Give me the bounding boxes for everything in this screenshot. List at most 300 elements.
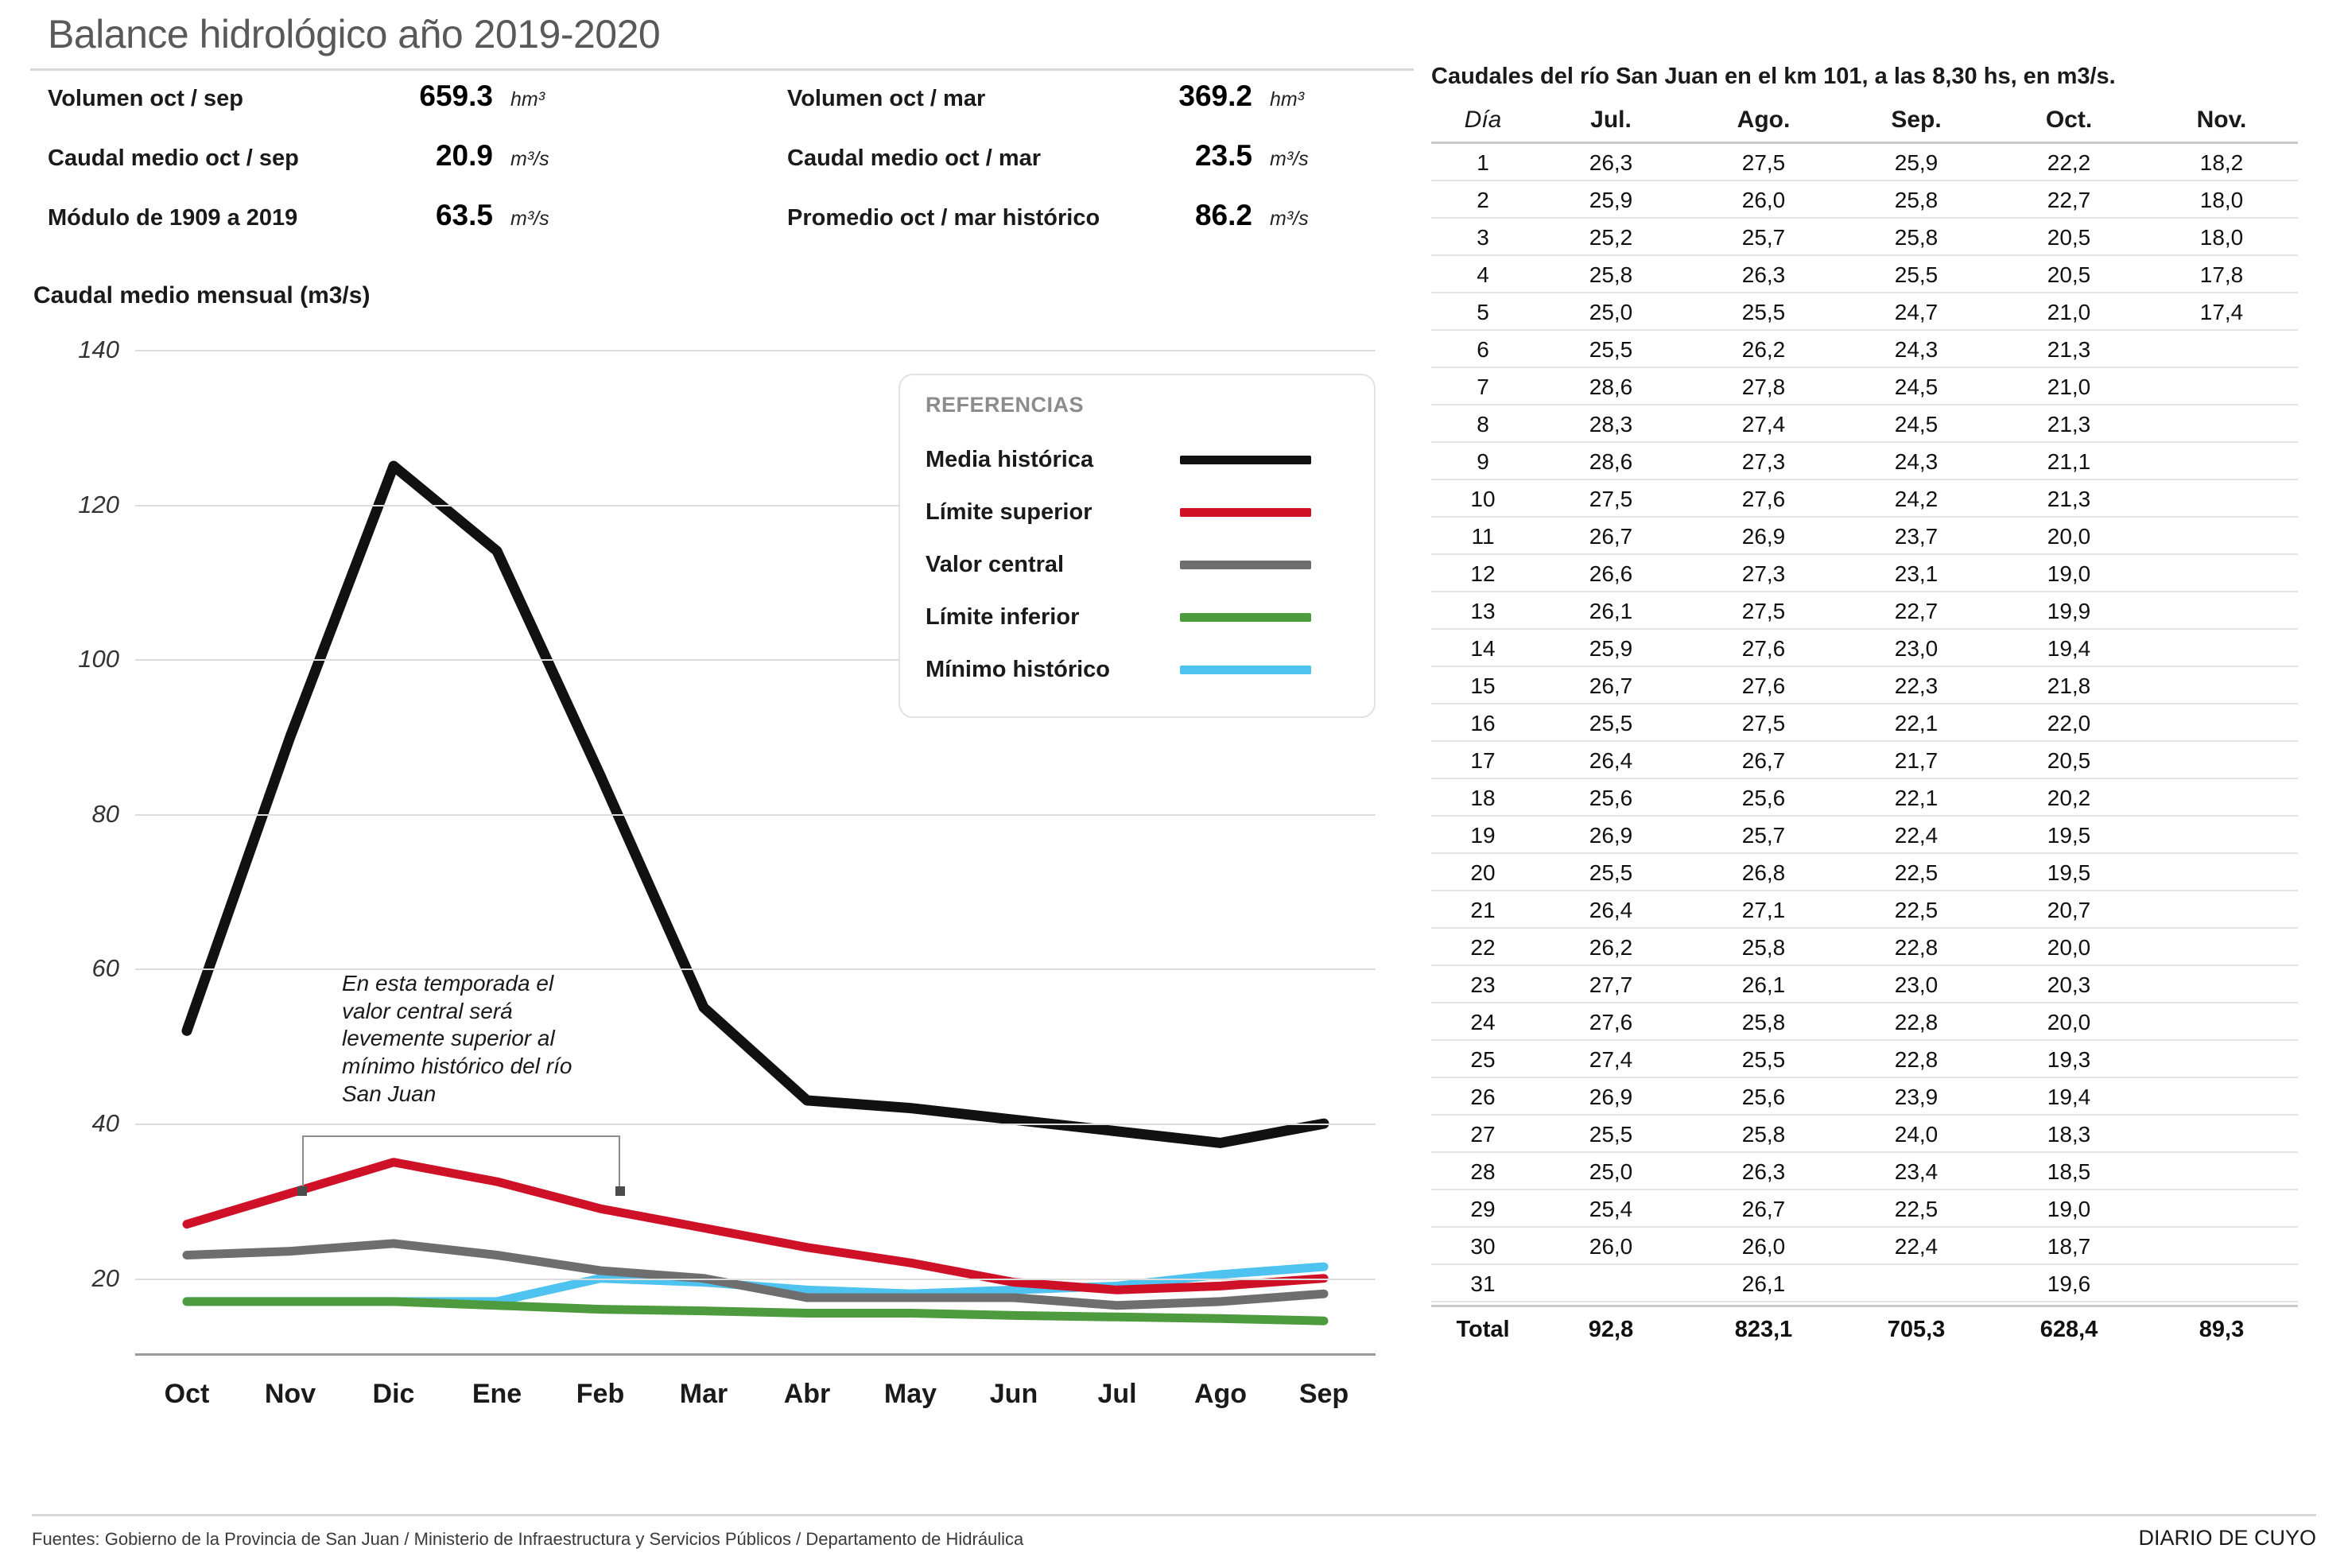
table-cell-day: 17: [1431, 744, 1535, 779]
table-cell-day: 5: [1431, 296, 1535, 331]
table-cell-value: 27,5: [1687, 595, 1840, 630]
table-cell-day: 30: [1431, 1230, 1535, 1265]
legend-label: Media histórica: [926, 446, 1094, 472]
table-row: [1431, 744, 2298, 779]
summary-column-left: [48, 80, 549, 258]
y-axis-tick-label: 100: [78, 645, 119, 673]
table-cell-value: [2145, 1006, 2298, 1041]
annotation-bracket-line: [302, 1135, 620, 1137]
y-axis-tick-label: 40: [91, 1109, 119, 1138]
y-axis-tick-label: 80: [91, 799, 119, 828]
legend-title: REFERENCIAS: [926, 393, 1085, 417]
table-header-cell: Nov.: [2145, 105, 2298, 144]
table-cell-value: 18,0: [2145, 184, 2298, 219]
chart-gridline: [135, 350, 1376, 351]
table-cell-value: 26,9: [1687, 520, 1840, 555]
summary-row: [787, 139, 1309, 199]
table-cell-value: 25,6: [1687, 782, 1840, 817]
chart-gridline: [135, 1124, 1376, 1125]
table-cell-value: 22,5: [1840, 856, 1993, 891]
table-cell-value: 25,6: [1687, 1081, 1840, 1116]
table-cell-value: 17,4: [2145, 296, 2298, 331]
summary-row: [787, 80, 1309, 139]
table-cell-value: 25,5: [1535, 1118, 1687, 1153]
table-row: [1431, 1193, 2298, 1228]
table-cell-value: 18,5: [1993, 1155, 2145, 1190]
x-axis-tick-label: Feb: [576, 1379, 625, 1409]
table-cell-value: 19,0: [1993, 1193, 2145, 1228]
table-cell-value: 26,1: [1687, 1267, 1840, 1302]
table-cell-value: [2145, 1230, 2298, 1265]
table-row: [1431, 408, 2298, 443]
table-cell-value: 20,5: [1993, 744, 2145, 779]
table-cell-value: 26,0: [1687, 184, 1840, 219]
chart-annotation: En esta temporada el valor central será levemente superior al mínimo histórico del río San Juan: [342, 971, 572, 1106]
table-row: [1431, 146, 2298, 181]
y-axis-tick-label: 140: [78, 336, 119, 363]
summary-label: Módulo de 1909 a 2019: [48, 205, 298, 231]
table-cell-value: 25,5: [1535, 707, 1687, 742]
table-cell-value: 24,3: [1840, 445, 1993, 480]
table-cell-day: 26: [1431, 1081, 1535, 1116]
y-axis-tick-label: 120: [78, 490, 119, 518]
table-cell-value: 24,3: [1840, 333, 1993, 368]
chart-gridline: [135, 814, 1376, 816]
page-title: Balance hidrológico año 2019-2020: [48, 12, 661, 56]
legend-item-limite-superior: [926, 486, 1352, 538]
legend-item-media-historica: [926, 433, 1352, 486]
summary-column-right: [787, 80, 1309, 258]
table-cell-value: 25,6: [1535, 782, 1687, 817]
table-cell-value: [2145, 894, 2298, 929]
table-cell-value: 18,0: [2145, 221, 2298, 256]
summary-unit: m³/s: [510, 208, 549, 230]
table-cell-value: 19,4: [1993, 1081, 2145, 1116]
table-row: [1431, 296, 2298, 331]
table-cell-value: [1535, 1267, 1687, 1302]
table-cell-value: [2145, 632, 2298, 667]
legend-label: Mínimo histórico: [926, 656, 1110, 682]
x-axis: [135, 1353, 1376, 1356]
table-cell-day: 4: [1431, 258, 1535, 293]
table-cell-day: 23: [1431, 968, 1535, 1003]
table-cell-value: 19,3: [1993, 1043, 2145, 1078]
table-cell-value: 25,9: [1840, 146, 1993, 181]
table-cell-day: 2: [1431, 184, 1535, 219]
table-row: [1431, 856, 2298, 891]
table-cell-value: [2145, 483, 2298, 518]
table-cell-value: 22,4: [1840, 819, 1993, 854]
table-cell-value: 20,3: [1993, 968, 2145, 1003]
table-cell-day: 12: [1431, 557, 1535, 592]
table-cell-value: 27,6: [1687, 483, 1840, 518]
table-cell-value: 28,3: [1535, 408, 1687, 443]
table-row: [1431, 894, 2298, 929]
table-row: [1431, 184, 2298, 219]
x-axis-tick-label: Jul: [1097, 1379, 1137, 1409]
table-cell-value: 22,8: [1840, 1006, 1993, 1041]
table-header-cell: Jul.: [1535, 105, 1687, 144]
table-row: [1431, 670, 2298, 704]
chart-gridline: [135, 968, 1376, 970]
table-cell-value: 21,3: [1993, 483, 2145, 518]
table-header-row: [1431, 105, 2298, 144]
annotation-bracket-right: [619, 1135, 620, 1191]
table-row: [1431, 1081, 2298, 1116]
table-row: [1431, 632, 2298, 667]
table-cell-day: 3: [1431, 221, 1535, 256]
table-cell-value: 19,5: [1993, 856, 2145, 891]
table-cell-day: 21: [1431, 894, 1535, 929]
chart-gridline: [135, 1279, 1376, 1280]
table-cell-value: 25,8: [1687, 931, 1840, 966]
table-row: [1431, 1267, 2298, 1302]
table-cell-value: 27,5: [1535, 483, 1687, 518]
table-total-row: [1431, 1305, 2298, 1347]
table-cell-value: 22,1: [1840, 707, 1993, 742]
table-total-value: 89,3: [2145, 1305, 2298, 1347]
table-cell-value: 27,8: [1687, 371, 1840, 406]
table-cell-day: 18: [1431, 782, 1535, 817]
table-cell-value: [2145, 1043, 2298, 1078]
table-cell-value: 26,7: [1535, 520, 1687, 555]
table-cell-value: 23,4: [1840, 1155, 1993, 1190]
x-axis-tick-label: Ago: [1193, 1379, 1248, 1409]
table-row: [1431, 520, 2298, 555]
line-chart: [32, 326, 1384, 1439]
x-axis-tick-label: Oct: [164, 1379, 210, 1409]
table-row: [1431, 819, 2298, 854]
summary-unit: m³/s: [510, 148, 549, 170]
table-cell-day: 1: [1431, 146, 1535, 181]
footer-sources: Fuentes: Gobierno de la Provincia de San Juan / Ministerio de Infraestructura y Servicios Públicos / Departamento de Hidráulica: [32, 1529, 1024, 1549]
summary-row: [48, 199, 549, 258]
legend-item-limite-inferior: [926, 591, 1352, 643]
table-cell-value: [2145, 856, 2298, 891]
summary-label: Volumen oct / mar: [787, 86, 986, 111]
flows-table: [1431, 103, 2298, 1349]
table-cell-value: 25,7: [1687, 819, 1840, 854]
table-total-value: 92,8: [1535, 1305, 1687, 1347]
summary-label: Caudal medio oct / mar: [787, 146, 1042, 171]
table-row: [1431, 371, 2298, 406]
table-cell-day: 11: [1431, 520, 1535, 555]
table-cell-value: 28,6: [1535, 371, 1687, 406]
x-axis-tick-label: Jun: [989, 1379, 1038, 1409]
table-cell-value: 27,3: [1687, 445, 1840, 480]
summary-unit: m³/s: [1270, 208, 1309, 230]
summary-unit: hm³: [1270, 88, 1305, 111]
table-cell-value: 21,0: [1993, 371, 2145, 406]
table-row: [1431, 483, 2298, 518]
table-cell-value: 22,8: [1840, 1043, 1993, 1078]
table-cell-value: 25,8: [1535, 258, 1687, 293]
table-cell-value: 21,1: [1993, 445, 2145, 480]
table-cell-value: 22,5: [1840, 894, 1993, 929]
chart-caption: Caudal medio mensual (m3/s): [33, 282, 371, 309]
annotation-marker-right: [615, 1186, 625, 1196]
table-cell-value: 25,0: [1535, 296, 1687, 331]
table-row: [1431, 333, 2298, 368]
legend-swatch: [1180, 456, 1311, 464]
table-cell-value: 26,0: [1687, 1230, 1840, 1265]
table-row: [1431, 968, 2298, 1003]
table-cell-value: 25,8: [1840, 221, 1993, 256]
table-total-value: 628,4: [1993, 1305, 2145, 1347]
table-row: [1431, 595, 2298, 630]
table-cell-value: 26,6: [1535, 557, 1687, 592]
table-cell-value: [2145, 707, 2298, 742]
x-axis-tick-label: Sep: [1298, 1379, 1349, 1409]
table-cell-value: 25,2: [1535, 221, 1687, 256]
table-cell-value: [2145, 670, 2298, 704]
x-axis-tick-label: Dic: [372, 1379, 415, 1409]
table-cell-value: 22,7: [1840, 595, 1993, 630]
table-cell-value: 23,7: [1840, 520, 1993, 555]
table-row: [1431, 1230, 2298, 1265]
footer: [32, 1514, 2316, 1551]
legend-swatch: [1180, 508, 1311, 517]
table-cell-value: 22,5: [1840, 1193, 1993, 1228]
table-cell-value: 27,6: [1687, 632, 1840, 667]
summary-value: 63.5: [435, 199, 493, 231]
table-cell-value: 18,3: [1993, 1118, 2145, 1153]
table-cell-value: 27,7: [1535, 968, 1687, 1003]
table-cell-day: 20: [1431, 856, 1535, 891]
table-cell-value: 25,8: [1687, 1006, 1840, 1041]
table-cell-value: 20,0: [1993, 931, 2145, 966]
table-cell-value: 25,5: [1535, 856, 1687, 891]
table-cell-value: 24,0: [1840, 1118, 1993, 1153]
summary-label: Volumen oct / sep: [48, 86, 244, 111]
table-cell-value: 26,7: [1535, 670, 1687, 704]
table-cell-day: 29: [1431, 1193, 1535, 1228]
table-cell-day: 24: [1431, 1006, 1535, 1041]
legend-label: Límite inferior: [926, 604, 1080, 630]
table-total-label: Total: [1431, 1305, 1535, 1347]
table-cell-value: 26,2: [1687, 333, 1840, 368]
flows-table-title: Caudales del río San Juan en el km 101, a las 8,30 hs, en m3/s.: [1431, 64, 2116, 89]
table-cell-value: 22,0: [1993, 707, 2145, 742]
table-cell-day: 15: [1431, 670, 1535, 704]
table-cell-value: 26,4: [1535, 894, 1687, 929]
table-row: [1431, 1006, 2298, 1041]
table-cell-value: [2145, 819, 2298, 854]
table-cell-value: 26,3: [1687, 1155, 1840, 1190]
table-cell-day: 10: [1431, 483, 1535, 518]
table-cell-day: 8: [1431, 408, 1535, 443]
table-cell-value: 26,2: [1535, 931, 1687, 966]
table-cell-day: 16: [1431, 707, 1535, 742]
table-cell-day: 6: [1431, 333, 1535, 368]
summary-value: 20.9: [435, 139, 493, 172]
table-cell-value: 19,4: [1993, 632, 2145, 667]
table-cell-day: 27: [1431, 1118, 1535, 1153]
legend-item-minimo-historico: [926, 643, 1352, 696]
table-row: [1431, 782, 2298, 817]
table-cell-value: 27,3: [1687, 557, 1840, 592]
table-cell-value: 24,2: [1840, 483, 1993, 518]
table-cell-value: 26,1: [1687, 968, 1840, 1003]
summary-unit: hm³: [510, 88, 545, 111]
table-cell-day: 13: [1431, 595, 1535, 630]
table-cell-value: 20,0: [1993, 1006, 2145, 1041]
table-cell-value: 25,5: [1840, 258, 1993, 293]
table-cell-value: 22,1: [1840, 782, 1993, 817]
table-total-value: 705,3: [1840, 1305, 1993, 1347]
table-cell-value: [2145, 931, 2298, 966]
table-cell-value: [2145, 557, 2298, 592]
table-cell-value: [2145, 1267, 2298, 1302]
footer-brand: DIARIO DE CUYO: [2138, 1526, 2316, 1550]
table-cell-value: 19,6: [1993, 1267, 2145, 1302]
table-cell-value: 25,7: [1687, 221, 1840, 256]
table-cell-value: 24,7: [1840, 296, 1993, 331]
y-axis-tick-label: 60: [91, 954, 119, 983]
summary-row: [48, 80, 549, 139]
table-cell-value: [2145, 595, 2298, 630]
summary-value: 23.5: [1194, 139, 1252, 172]
table-cell-value: 27,5: [1687, 707, 1840, 742]
table-row: [1431, 258, 2298, 293]
table-row: [1431, 1043, 2298, 1078]
annotation-bracket: [302, 1135, 620, 1191]
table-cell-value: [2145, 1155, 2298, 1190]
table-cell-value: 25,0: [1535, 1155, 1687, 1190]
table-row: [1431, 445, 2298, 480]
table-cell-value: 26,9: [1535, 1081, 1687, 1116]
table-cell-day: 14: [1431, 632, 1535, 667]
table-row: [1431, 557, 2298, 592]
table-cell-value: 27,5: [1687, 146, 1840, 181]
summary-value: 86.2: [1194, 199, 1252, 231]
table-cell-value: 20,5: [1993, 221, 2145, 256]
table-total-value: 823,1: [1687, 1305, 1840, 1347]
summary-row: [48, 139, 549, 199]
table-cell-value: 24,5: [1840, 371, 1993, 406]
table-header-cell: Día: [1431, 105, 1535, 144]
table-cell-value: 27,1: [1687, 894, 1840, 929]
table-cell-value: [2145, 520, 2298, 555]
table-cell-value: [2145, 1081, 2298, 1116]
table-cell-value: [2145, 333, 2298, 368]
table-header-cell: Sep.: [1840, 105, 1993, 144]
table-cell-value: 27,6: [1535, 1006, 1687, 1041]
chart-legend: [898, 374, 1376, 718]
table-cell-value: 23,1: [1840, 557, 1993, 592]
table-cell-value: 21,3: [1993, 333, 2145, 368]
annotation-marker-left: [297, 1186, 307, 1196]
table-cell-value: 18,7: [1993, 1230, 2145, 1265]
table-cell-value: 26,4: [1535, 744, 1687, 779]
table-cell-value: 26,3: [1535, 146, 1687, 181]
table-cell-value: 27,4: [1535, 1043, 1687, 1078]
legend-item-valor-central: [926, 538, 1352, 591]
table-cell-value: 23,9: [1840, 1081, 1993, 1116]
table-cell-value: 19,9: [1993, 595, 2145, 630]
table-cell-value: 23,0: [1840, 632, 1993, 667]
flows-table-section: [1431, 64, 2322, 1349]
table-cell-value: 26,8: [1687, 856, 1840, 891]
table-cell-value: 19,0: [1993, 557, 2145, 592]
table-cell-value: 26,1: [1535, 595, 1687, 630]
table-cell-day: 31: [1431, 1267, 1535, 1302]
table-cell-value: [2145, 968, 2298, 1003]
table-cell-value: 19,5: [1993, 819, 2145, 854]
table-cell-value: 26,3: [1687, 258, 1840, 293]
x-axis-tick-label: Abr: [783, 1379, 831, 1409]
table-cell-value: 20,5: [1993, 258, 2145, 293]
table-header-cell: Oct.: [1993, 105, 2145, 144]
summary-label: Promedio oct / mar histórico: [787, 205, 1100, 231]
table-cell-value: 22,8: [1840, 931, 1993, 966]
table-cell-value: 22,7: [1993, 184, 2145, 219]
table-cell-value: 25,9: [1535, 184, 1687, 219]
table-cell-day: 9: [1431, 445, 1535, 480]
table-cell-value: 25,5: [1687, 296, 1840, 331]
table-row: [1431, 221, 2298, 256]
table-cell-value: [2145, 371, 2298, 406]
table-cell-value: 25,8: [1840, 184, 1993, 219]
table-cell-value: 22,3: [1840, 670, 1993, 704]
summary-value: 659.3: [419, 80, 493, 112]
table-cell-value: [2145, 445, 2298, 480]
table-cell-value: 18,2: [2145, 146, 2298, 181]
table-cell-value: 21,7: [1840, 744, 1993, 779]
table-cell-value: 25,5: [1535, 333, 1687, 368]
table-cell-value: 25,5: [1687, 1043, 1840, 1078]
table-cell-value: 21,0: [1993, 296, 2145, 331]
legend-swatch: [1180, 666, 1311, 674]
table-cell-value: 27,6: [1687, 670, 1840, 704]
table-cell-value: 21,8: [1993, 670, 2145, 704]
table-cell-value: [2145, 744, 2298, 779]
table-cell-value: 28,6: [1535, 445, 1687, 480]
table-header-cell: Ago.: [1687, 105, 1840, 144]
table-row: [1431, 707, 2298, 742]
summary-value: 369.2: [1178, 80, 1252, 112]
chart-line-valor-central: [187, 1244, 1324, 1306]
table-cell-value: 23,0: [1840, 968, 1993, 1003]
x-axis-tick-label: May: [883, 1379, 937, 1409]
table-cell-value: 25,8: [1687, 1118, 1840, 1153]
table-cell-value: 20,7: [1993, 894, 2145, 929]
table-cell-value: 25,4: [1535, 1193, 1687, 1228]
table-cell-value: [2145, 1193, 2298, 1228]
annotation-bracket-left: [302, 1135, 304, 1191]
table-cell-value: [1840, 1267, 1993, 1302]
table-cell-value: 21,3: [1993, 408, 2145, 443]
x-axis-tick-label: Nov: [264, 1379, 316, 1409]
table-cell-value: 17,8: [2145, 258, 2298, 293]
summary-label: Caudal medio oct / sep: [48, 146, 299, 171]
table-cell-day: 19: [1431, 819, 1535, 854]
x-axis-tick-label: Mar: [679, 1379, 728, 1409]
table-cell-value: [2145, 782, 2298, 817]
table-row: [1431, 1118, 2298, 1153]
table-cell-value: 24,5: [1840, 408, 1993, 443]
table-cell-value: 22,2: [1993, 146, 2145, 181]
table-cell-day: 22: [1431, 931, 1535, 966]
table-cell-value: 25,9: [1535, 632, 1687, 667]
table-cell-value: 22,4: [1840, 1230, 1993, 1265]
table-cell-value: [2145, 1118, 2298, 1153]
legend-label: Valor central: [926, 551, 1065, 577]
y-axis-tick-label: 20: [91, 1263, 119, 1292]
legend-swatch: [1180, 613, 1311, 622]
table-cell-value: 26,7: [1687, 744, 1840, 779]
table-cell-day: 28: [1431, 1155, 1535, 1190]
